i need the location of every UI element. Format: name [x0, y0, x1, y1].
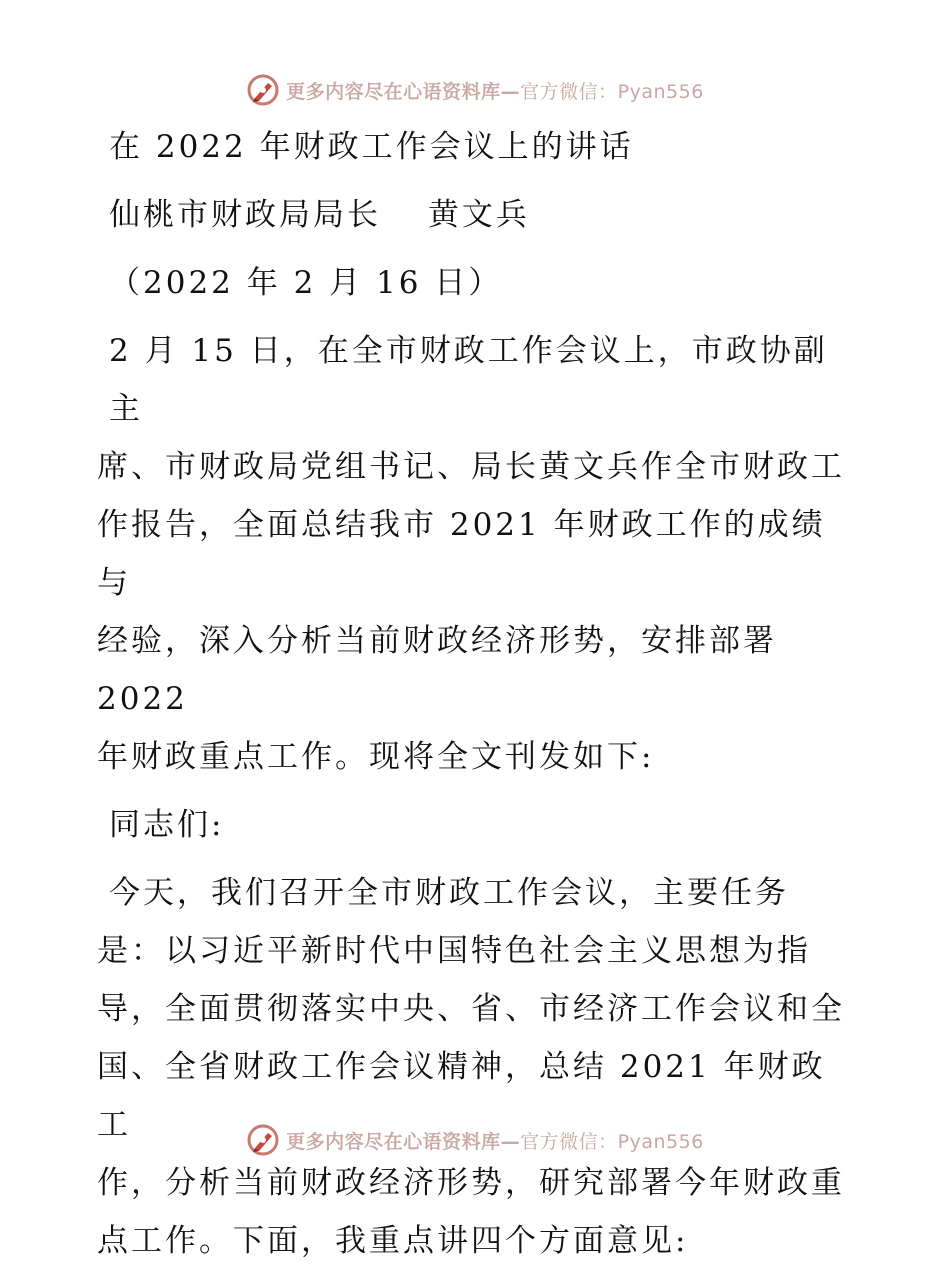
- document-title: 在 2022 年财政工作会议上的讲话: [109, 129, 634, 165]
- pen-logo-icon: [246, 73, 280, 107]
- intro-paragraph: [97, 322, 857, 786]
- paragraph-line: 经验，深入分析当前财政经济形势，安排部署 2022: [97, 623, 777, 717]
- salutation: 同志们:: [109, 807, 225, 843]
- paragraph-line: 点工作。下面，我重点讲四个方面意见:: [97, 1223, 689, 1259]
- paragraph-line: 导，全面贯彻落实中央、省、市经济工作会议和全: [97, 991, 845, 1027]
- pen-logo-icon: [246, 1123, 280, 1157]
- paragraph-line: 2 月 15 日，在全市财政工作会议上，市政协副主: [109, 333, 828, 427]
- paragraph-line: 是：以习近平新时代中国特色社会主义思想为指: [97, 933, 811, 969]
- paragraph-line: 年财政重点工作。现将全文刊发如下:: [97, 739, 655, 775]
- paragraph-line: 今天，我们召开全市财政工作会议，主要任务: [109, 875, 789, 911]
- watermark-banner-bottom: [0, 1120, 950, 1160]
- paragraph-line: 国、全省财政工作会议精神，总结 2021 年财政工: [97, 1049, 826, 1143]
- watermark-banner-top: [0, 70, 950, 110]
- paragraph-line: 作，分析当前财政经济形势，研究部署今年财政重: [97, 1165, 845, 1201]
- paragraph-line: 席、市财政局党组书记、局长黄文兵作全市财政工: [97, 449, 845, 485]
- watermark-text: 更多内容尽在心语资料库—官方微信：Pyan556: [286, 80, 704, 103]
- document-body: [97, 118, 857, 1270]
- paragraph-line: 作报告，全面总结我市 2021 年财政工作的成绩与: [97, 507, 826, 601]
- document-author: 仙桃市财政局局长 黄文兵: [109, 197, 530, 233]
- speech-paragraph: [97, 864, 857, 1270]
- document-date: （2022 年 2 月 16 日）: [109, 265, 503, 301]
- watermark-text: 更多内容尽在心语资料库—官方微信：Pyan556: [286, 1130, 704, 1153]
